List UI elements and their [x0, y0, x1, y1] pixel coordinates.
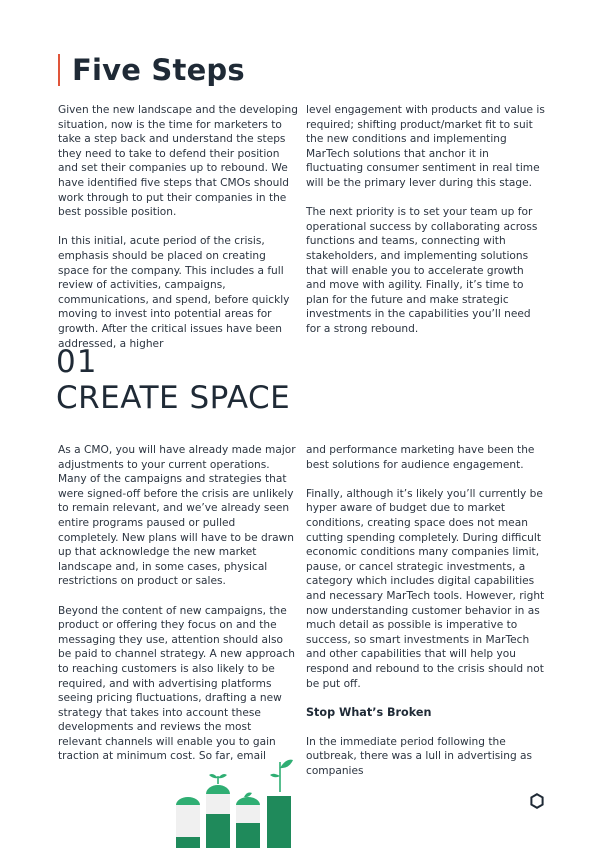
- body-paragraph: As a CMO, you will have already made major adjustments to your current operations. Many of the campaigns and strategies that were signed-off before the crisis are unlikely to remain relevant, and we’ve already seen entire programs paused or pulled completely. New plans will have to be drawn up that acknowledge the new market landscape and, in some cases, physical restrictions on product or sales.: [58, 444, 296, 588]
- body-paragraph: Finally, although it’s likely you’ll currently be hyper aware of budget due to market conditions, creating space does not mean cutting spending completely. During difficult economic conditions many companies limit, pause, or cancel strategic investments, a category which includes digital capabilities and necessary MarTech tools. However, right now understanding customer behavior in as much detail as possible is imperative to success, so smart investments in MarTech and other capabilities that will help you respond and rebound to the crisis should not be put off.: [306, 487, 545, 690]
- body-paragraph: and performance marketing have been the best solutions for audience engagement.: [306, 444, 535, 471]
- intro-paragraph: In this initial, acute period of the crisis, emphasis should be placed on creating space for the company. This includes a full review of activities, campaigns, communications, and spend, before quickly moving to invest into potential areas for growth. After the critical issues have been addressed, a higher: [58, 235, 290, 350]
- body-paragraph: In the immediate period following the outbreak, there was a lull in advertising as companies: [306, 735, 533, 778]
- section-left-column: [58, 443, 298, 764]
- intro-paragraph: level engagement with products and value is required; shifting product/market fit to suit the new conditions and implementing MarTech solutions that anchor it in fluctuating consumer sentiment in real time will be the primary lever during this stage.: [306, 104, 545, 189]
- bar-plant-1: [176, 797, 200, 848]
- section-number: 01: [56, 344, 98, 380]
- section-right-column: [306, 443, 546, 779]
- page-title: Five Steps: [72, 53, 245, 87]
- section-title: CREATE SPACE: [56, 380, 291, 416]
- bar-plant-4: [267, 760, 293, 848]
- intro-paragraph: Given the new landscape and the developing situation, now is the time for marketers to take a step back and understand the steps they need to take to defend their position and set their companies up to rebound. We have identified five steps that CMOs should work through to put their companies in the best possible position.: [58, 104, 298, 219]
- title-block: [58, 52, 245, 88]
- intro-left-column: [58, 103, 298, 351]
- bar-plant-3: [236, 793, 260, 848]
- subheading: Stop What’s Broken: [306, 705, 432, 719]
- growing-bars-plant-illustration: [170, 748, 300, 848]
- body-paragraph: Beyond the content of new campaigns, the product or offering they focus on and the messaging they use, attention should also be paid to channel strategy. A new approach to reaching customers is also likely to be required, and with advertising platforms seeing pricing fluctuations, drafting a new strategy that takes into account these developments and reviews the most relevant channels will enable you to gain traction at minimum cost. So far, email: [58, 604, 296, 763]
- bar-plant-2: [206, 774, 230, 848]
- intro-paragraph: The next priority is to set your team up for operational success by collaborating across functions and teams, connecting with stakeholders, and implementing solutions that will enable you to accelerate growth and move with agility. Finally, it’s time to plan for the future and make strategic investments in the capabilities you’ll need for a strong rebound.: [306, 206, 538, 335]
- title-accent-bar: [58, 54, 60, 86]
- hexagon-logo-icon: [530, 793, 544, 809]
- intro-right-column: [306, 103, 546, 337]
